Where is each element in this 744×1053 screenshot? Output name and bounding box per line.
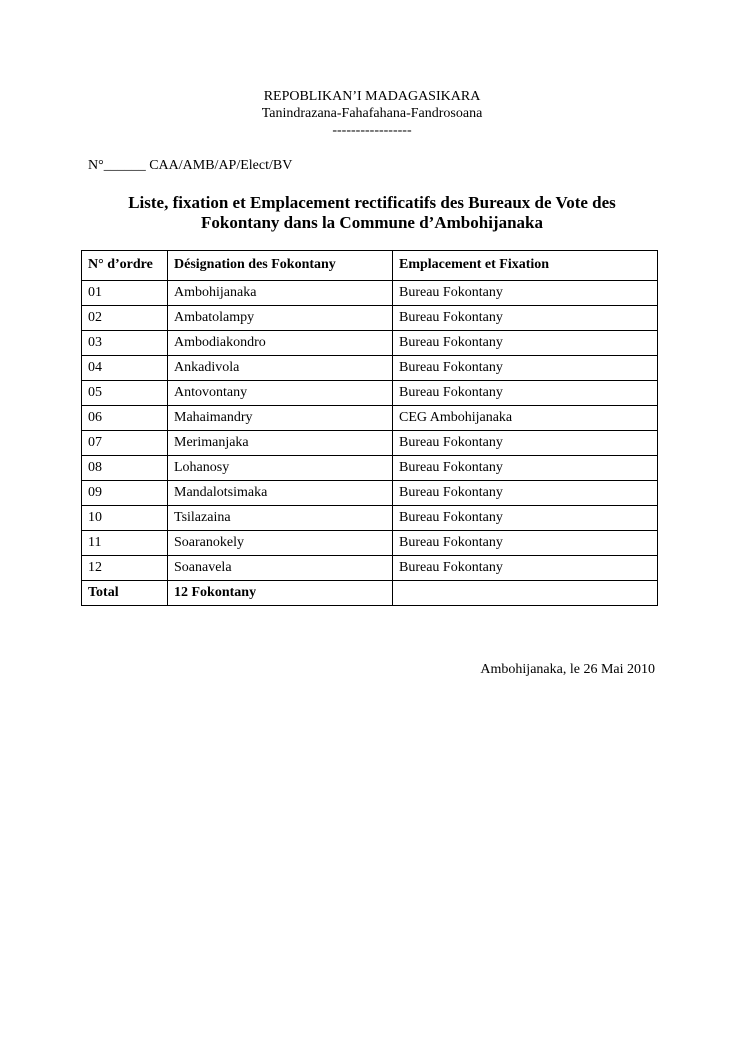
column-header-designation: Désignation des Fokontany <box>168 251 393 281</box>
reference-number: N°______ CAA/AMB/AP/Elect/BV <box>88 158 293 173</box>
cell-fokontany: Merimanjaka <box>168 431 393 456</box>
table-row <box>82 281 658 306</box>
cell-order: 06 <box>82 406 168 431</box>
cell-fokontany: Ambohijanaka <box>168 281 393 306</box>
total-count: 12 Fokontany <box>168 581 393 606</box>
document-header <box>0 88 744 139</box>
table-row <box>82 306 658 331</box>
cell-order: 09 <box>82 481 168 506</box>
table-row <box>82 531 658 556</box>
cell-fokontany: Mahaimandry <box>168 406 393 431</box>
table-row <box>82 356 658 381</box>
table-row <box>82 331 658 356</box>
cell-order: 08 <box>82 456 168 481</box>
cell-order: 12 <box>82 556 168 581</box>
cell-location: Bureau Fokontany <box>393 456 658 481</box>
cell-order: 01 <box>82 281 168 306</box>
table-row <box>82 431 658 456</box>
cell-fokontany: Tsilazaina <box>168 506 393 531</box>
cell-order: 02 <box>82 306 168 331</box>
table-row <box>82 556 658 581</box>
cell-fokontany: Ambatolampy <box>168 306 393 331</box>
table-row <box>82 456 658 481</box>
cell-location: Bureau Fokontany <box>393 306 658 331</box>
cell-fokontany: Ambodiakondro <box>168 331 393 356</box>
column-header-location: Emplacement et Fixation <box>393 251 658 281</box>
column-header-order: N° d’ordre <box>82 251 168 281</box>
table-row <box>82 506 658 531</box>
cell-fokontany: Lohanosy <box>168 456 393 481</box>
cell-order: 10 <box>82 506 168 531</box>
cell-order: 05 <box>82 381 168 406</box>
cell-fokontany: Antovontany <box>168 381 393 406</box>
country-name: REPOBLIKAN’I MADAGASIKARA <box>263 89 481 104</box>
table-header-row <box>82 251 658 281</box>
cell-order: 07 <box>82 431 168 456</box>
cell-fokontany: Soaranokely <box>168 531 393 556</box>
national-motto: Tanindrazana-Fahafahana-Fandrosoana <box>261 106 483 121</box>
cell-location: Bureau Fokontany <box>393 381 658 406</box>
cell-location: Bureau Fokontany <box>393 281 658 306</box>
cell-order: 03 <box>82 331 168 356</box>
cell-location: Bureau Fokontany <box>393 556 658 581</box>
cell-fokontany: Soanavela <box>168 556 393 581</box>
total-label: Total <box>82 581 168 606</box>
cell-location: Bureau Fokontany <box>393 431 658 456</box>
table-row <box>82 381 658 406</box>
cell-location: Bureau Fokontany <box>393 331 658 356</box>
header-separator: ----------------- <box>332 123 412 138</box>
cell-location: CEG Ambohijanaka <box>393 406 658 431</box>
cell-fokontany: Ankadivola <box>168 356 393 381</box>
cell-location: Bureau Fokontany <box>393 506 658 531</box>
cell-order: 11 <box>82 531 168 556</box>
table-row <box>82 406 658 431</box>
total-empty-cell <box>393 581 658 606</box>
table-row <box>82 481 658 506</box>
cell-order: 04 <box>82 356 168 381</box>
cell-location: Bureau Fokontany <box>393 481 658 506</box>
cell-fokontany: Mandalotsimaka <box>168 481 393 506</box>
cell-location: Bureau Fokontany <box>393 356 658 381</box>
place-and-date: Ambohijanaka, le 26 Mai 2010 <box>480 662 655 677</box>
table-total-row <box>82 581 658 606</box>
document-title: Liste, fixation et Emplacement rectificatifs des Bureaux de Vote des Fokontany dans la Commune d’Ambohijanaka <box>128 193 616 232</box>
polling-stations-table <box>81 250 658 606</box>
cell-location: Bureau Fokontany <box>393 531 658 556</box>
